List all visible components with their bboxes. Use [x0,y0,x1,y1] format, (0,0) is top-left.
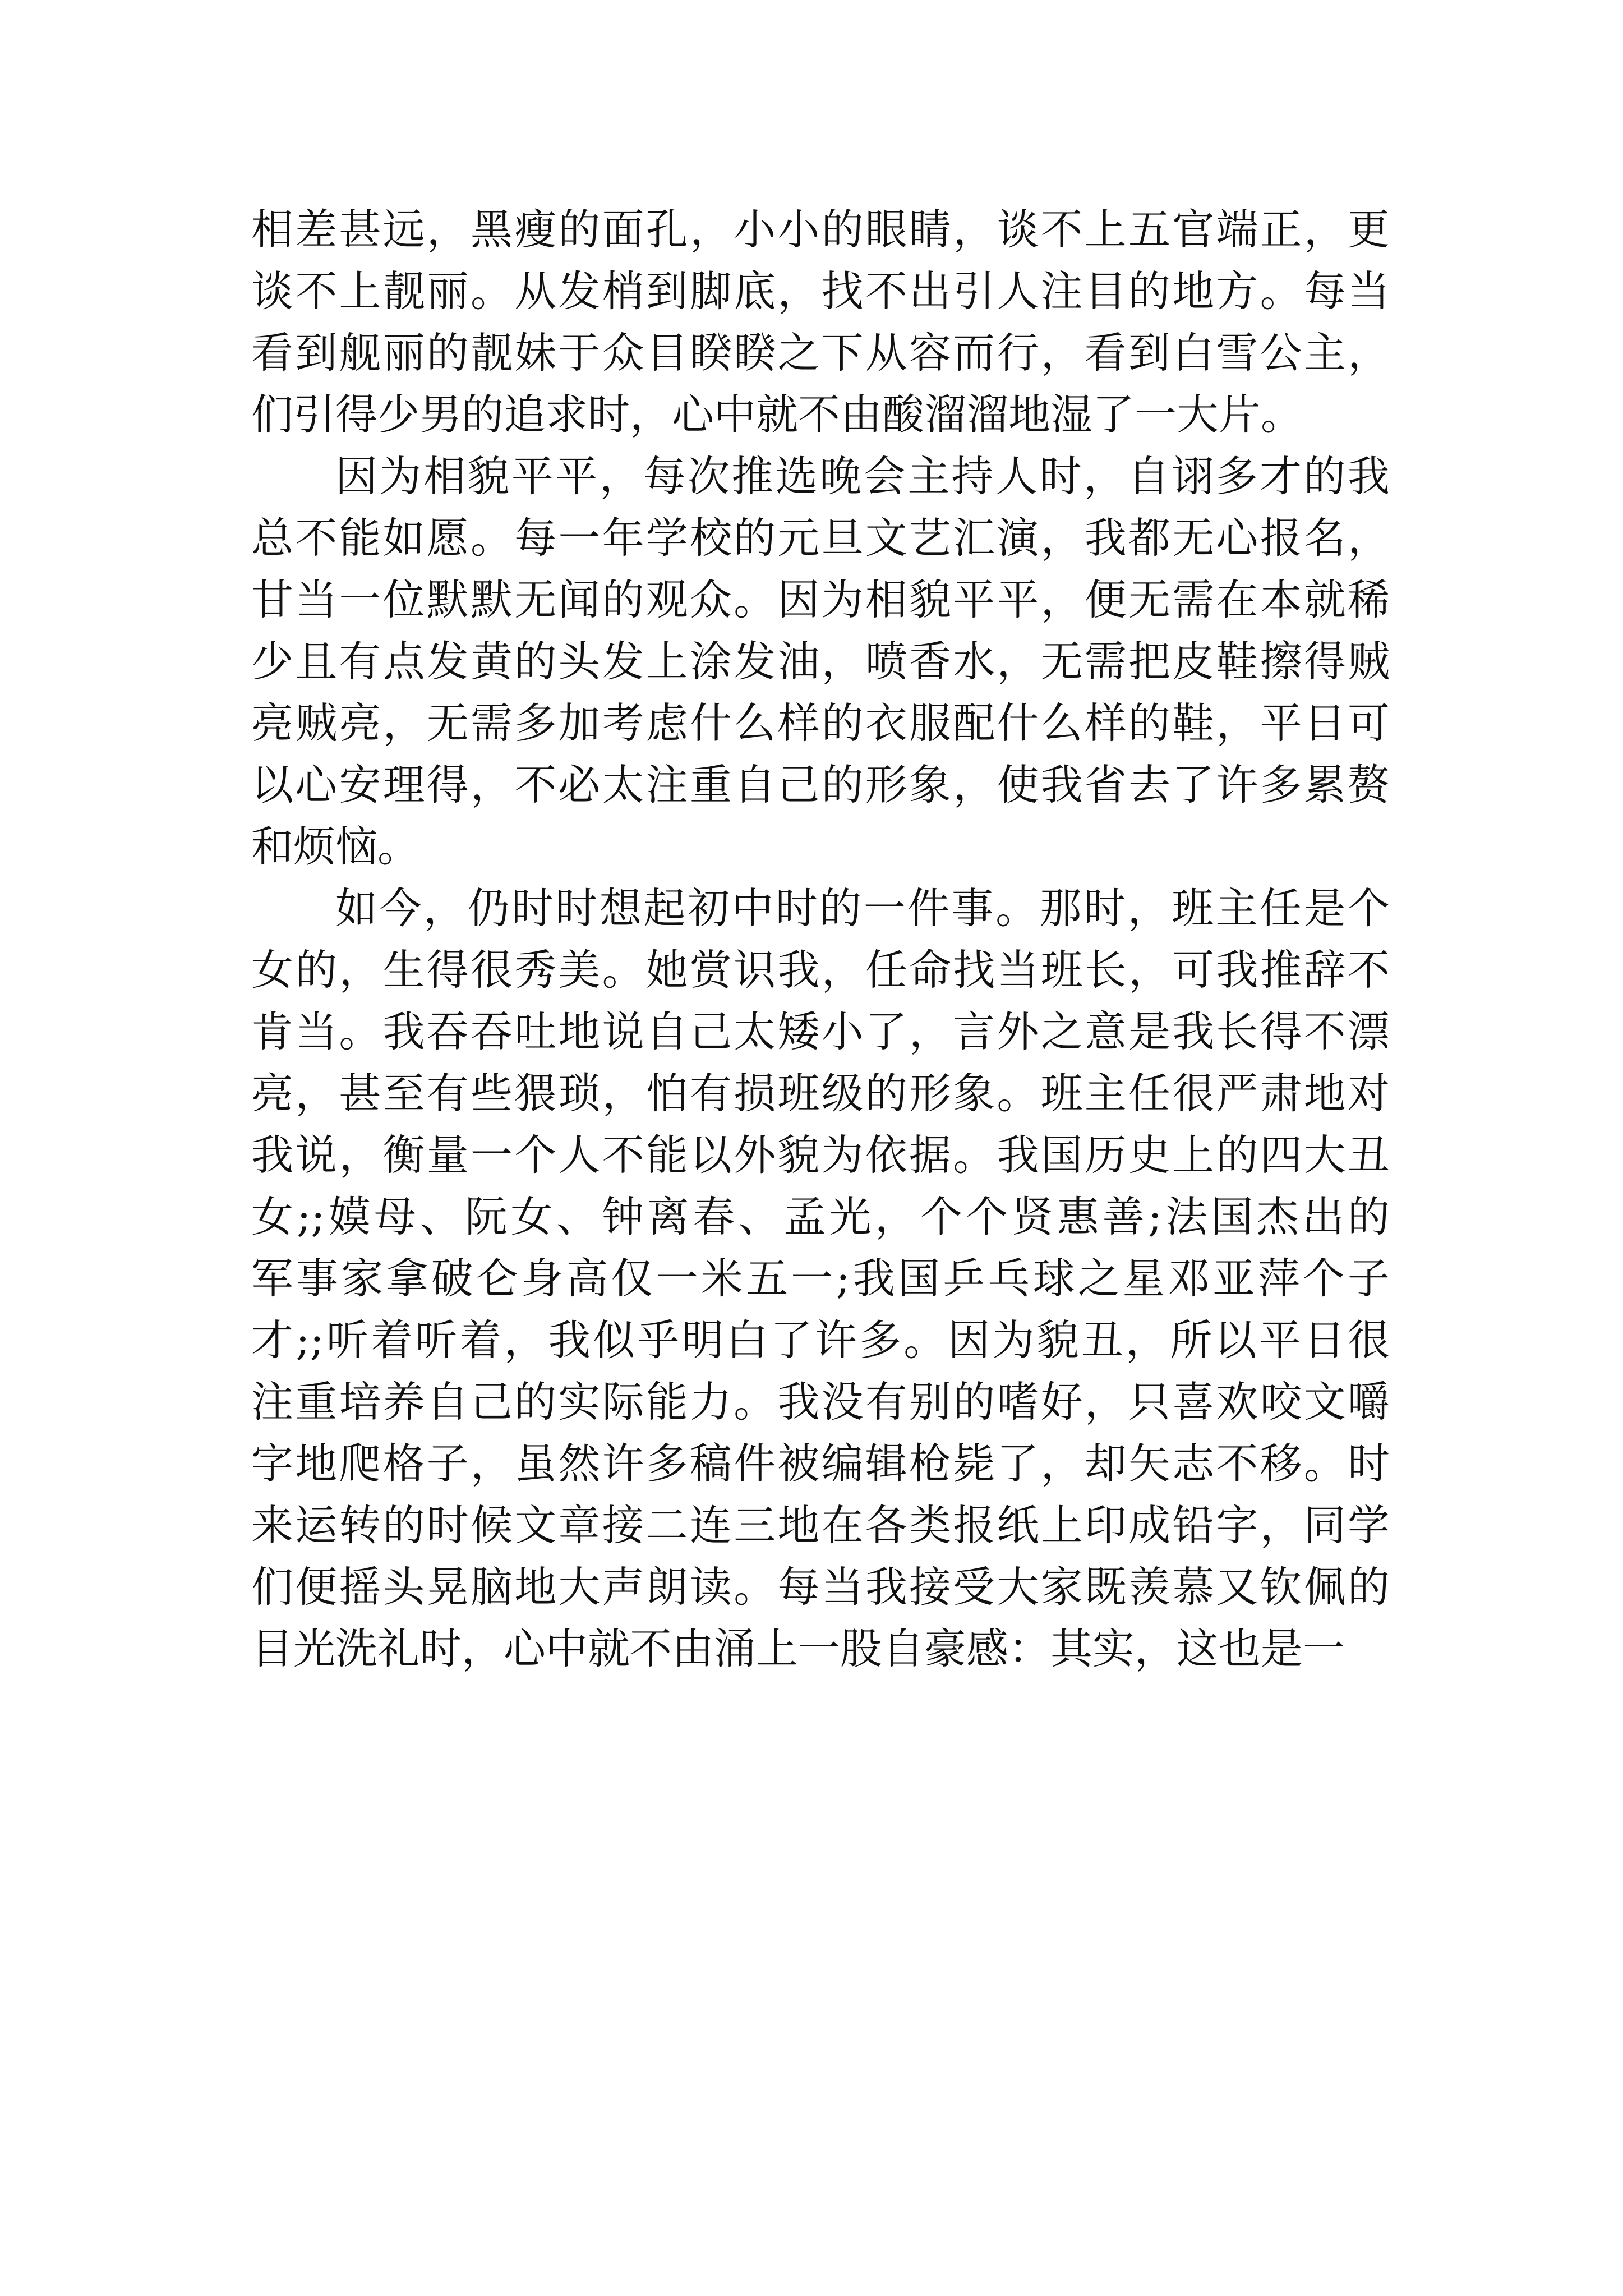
paragraph [251,445,1390,877]
text-line: 字地爬格子，虽然许多稿件被编辑枪毙了，却矢志不移。时 [251,1439,1390,1488]
text-line: 相差甚远，黑瘦的面孔，小小的眼睛，谈不上五官端正，更 [251,205,1390,254]
paragraph [251,877,1390,1680]
text-line: 总不能如愿。每一年学校的元旦文艺汇演，我都无心报名， [251,513,1390,563]
text-line: 们便摇头晃脑地大声朗读。每当我接受大家既羡慕又钦佩的 [251,1562,1390,1612]
text-line: 甘当一位默默无闻的观众。因为相貌平平，便无需在本就稀 [251,575,1390,624]
text-line: 女的，生得很秀美。她赏识我，任命找当班长，可我推辞不 [251,945,1390,995]
text-line: 亮，甚至有些猥琐，怕有损班级的形象。班主任很严肃地对 [251,1069,1390,1118]
body-text [251,199,1390,1680]
text-line: 以心安理得，不必太注重自己的形象，使我省去了许多累赘 [251,760,1390,809]
text-line: 来运转的时候文章接二连三地在各类报纸上印成铅字，同学 [251,1501,1390,1550]
text-line: 看到舰丽的靓妹于众目睽睽之下从容而行，看到白雪公主， [251,328,1390,378]
text-line: 我说，衡量一个人不能以外貌为依据。我国历史上的四大丑 [251,1130,1390,1180]
text-line: 军事家拿破仑身高仅一米五一;我国乒乓球之星邓亚萍个子 [251,1254,1390,1303]
text-line: 才;;听着听着，我似乎明白了许多。因为貌丑，所以平日很 [251,1315,1390,1365]
paragraph [251,199,1390,445]
text-line: 少且有点发黄的头发上涂发油，喷香水，无需把皮鞋擦得贼 [251,637,1390,686]
text-line: 谈不上靓丽。从发梢到脚底，找不出引人注目的地方。每当 [251,266,1390,316]
text-line: 肯当。我吞吞吐地说自己太矮小了，言外之意是我长得不漂 [251,1007,1390,1056]
text-line: 和烦恼。 [251,822,420,871]
text-line: 如今，仍时时想起初中时的一件事。那时，班主任是个 [335,884,1390,933]
text-line: 注重培养自己的实际能力。我没有别的嗜好，只喜欢咬文嚼 [251,1377,1390,1427]
text-line: 目光洗礼时，心中就不由涌上一股自豪感：其实，这也是一 [251,1624,1345,1673]
text-line: 女;;嫫母、阮女、钟离春、孟光，个个贤惠善;法国杰出的 [251,1192,1390,1241]
text-line: 因为相貌平平，每次推选晚会主持人时，自诩多才的我 [335,452,1390,501]
text-line: 们引得少男的追求时，心中就不由酸溜溜地湿了一大片。 [251,390,1303,439]
text-line: 亮贼亮，无需多加考虑什么样的衣服配什么样的鞋，平日可 [251,698,1390,748]
